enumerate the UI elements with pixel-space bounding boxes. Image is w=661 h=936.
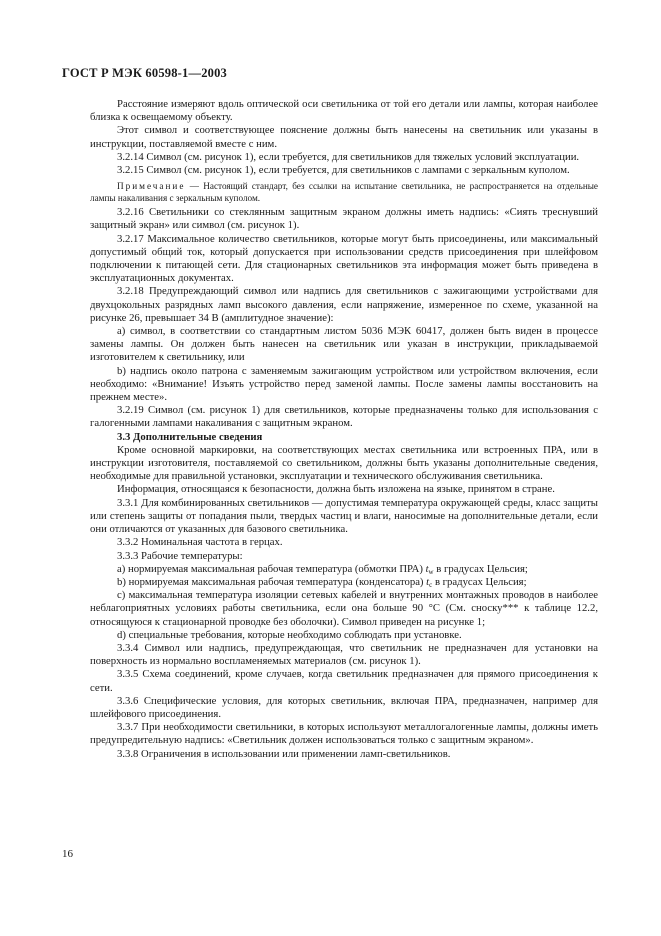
clause-3-3-2: 3.3.2 Номинальная частота в герцах. xyxy=(117,536,283,549)
paragraph: Кроме основной маркировки, на соответствующих местах светильника или встроенных ПРА, или в инструкции изготовителя, поставляемой со светильником, должны быть указаны дополнительные сведения, необходимые для правильной установки, эксплуатации и технического обслуживания светильника. xyxy=(90,443,598,483)
page-body xyxy=(90,98,598,761)
clause-3-2-18: 3.2.18 Предупреждающий символ или надпись для светильников с зажигающими устройствами для двухцокольных разрядных ламп высокого давления, если напряжение, измеренное по схеме, указанной на рисунке 26, превышает 34 В (амплитудное значение): xyxy=(90,285,598,324)
clause-3-2-19: 3.2.19 Символ (см. рисунок 1) для светильников, которые предназначены только для использования с галогенными лампами накаливания с защитным экраном. xyxy=(90,404,598,430)
clause-3-3-8: 3.3.8 Ограничения в использовании или применении ламп-светильников. xyxy=(117,747,451,760)
list-item-b: b) нормируемая максимальная рабочая температура (конденсатора) $t_c$ в градусах Цельсия; xyxy=(117,575,527,589)
clause-3-2-15: 3.2.15 Символ (см. рисунок 1), если требуется, для светильников с лампами с зеркальным куполом. xyxy=(117,164,570,177)
note xyxy=(90,180,598,204)
clause-3-3-7: 3.3.7 При необходимости светильники, в которых используют металлогалогенные лампы, должны иметь предупредительную надпись: «Светильник должен использоваться только с защитным экраном». xyxy=(90,721,598,747)
clause-3-3-3: 3.3.3 Рабочие температуры: xyxy=(117,549,243,562)
section-heading: 3.3 Дополнительные сведения xyxy=(117,430,263,443)
document-header: ГОСТ Р МЭК 60598-1—2003 xyxy=(62,66,227,80)
page-number: 16 xyxy=(62,848,73,860)
list-item-c: с) максимальная температура изоляции сетевых кабелей и внутренних монтажных проводов в наиболее неблагоприятных условиях работы светильника, если она больше 90 °С (См. сноску*** к таблице 12.2, относящуюся к стационарной проводке без оболочки). Символ приведен на рисунке 1; xyxy=(90,589,598,628)
paragraph: Этот символ и соответствующее пояснение должны быть нанесены на светильник или указаны в инструкции, поставляемой вместе с ним. xyxy=(90,124,598,150)
list-item-d: d) специальные требования, которые необходимо соблюдать при установке. xyxy=(117,628,462,641)
list-item-b: b) надпись около патрона с заменяемым зажигающим устройством или устройством включения, если необходимо: «Внимание! Изъять устройство перед заменой лампы. После замены лампы восстановить на прежнем месте». xyxy=(90,364,598,404)
clause-3-3-6: 3.3.6 Специфические условия, для которых светильник, включая ПРА, предназначен, например для шлейфового присоединения. xyxy=(90,694,598,720)
note-label: Примечание xyxy=(117,181,186,192)
paragraph: Информация, относящаяся к безопасности, должна быть изложена на языке, принятом в стране. xyxy=(117,483,555,496)
list-item-a: а) нормируемая максимальная рабочая температура (обмотки ПРА) $t_w$ в градусах Цельсия; xyxy=(117,562,528,576)
clause-3-3-1: 3.3.1 Для комбинированных светильников — допустимая температура окружающей среды, класс защиты или степень защиты от попадания пыли, твердых частиц и влаги, наносимые на дополнительные детали, если они отличаются от указанных для базового светильника. xyxy=(90,496,598,536)
clause-3-3-4: 3.3.4 Символ или надпись, предупреждающая, что светильник не предназначен для установки на поверхность из нормально воспламеняемых материалов (см. рисунок 1). xyxy=(90,641,598,668)
paragraph: Расстояние измеряют вдоль оптической оси светильника от той его детали или лампы, которая наиболее близка к освещаемому объекту. xyxy=(90,98,598,124)
clause-3-2-16: 3.2.16 Светильники со стеклянным защитным экраном должны иметь надпись: «Сиять треснувший защитный экран» или символ (см. рисунок 1). xyxy=(90,206,598,232)
clause-3-2-17: 3.2.17 Максимальное количество светильников, которые могут быть присоединены, или максимальный допустимый общий ток, который допускается при использовании средств присоединения при шлейфовом подключении к питающей сети. Для стационарных светильников эта информация может быть приведена в эксплуатационных документах. xyxy=(90,232,598,285)
clause-3-2-14: 3.2.14 Символ (см. рисунок 1), если требуется, для светильников для тяжелых условий эксплуатации. xyxy=(117,150,580,163)
list-item-a: а) символ, в соответствии со стандартным листом 5036 МЭК 60417, должен быть виден в процессе замены лампы. Он должен быть нанесен на светильник или указан в инструкции, прикладываемой изготовителем к светильнику, или xyxy=(90,325,598,364)
clause-3-3-5: 3.3.5 Схема соединений, кроме случаев, когда светильник предназначен для прямого присоединения к сети. xyxy=(90,668,598,694)
note-text: — Настоящий стандарт, без ссылки на испытание светильника, не распространяется на отдельные лампы накаливания с зеркальным куполом. xyxy=(90,181,598,204)
